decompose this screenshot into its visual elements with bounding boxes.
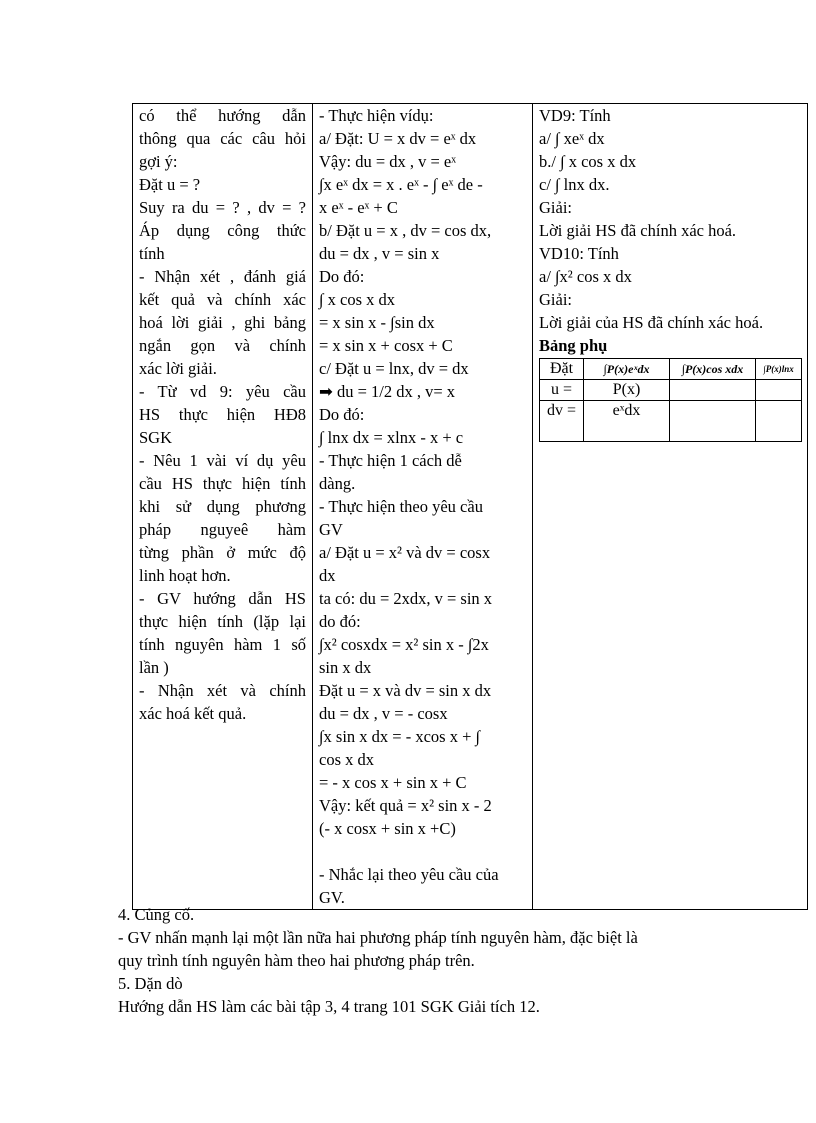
student-activity-line: GV. [319,888,345,907]
student-activity-line: - Thực hiện vídụ: [319,106,434,125]
lesson-table [132,103,808,910]
board-content-line: Lời giải HS đã chính xác hoá. [539,221,737,240]
board-content-line: VD9: Tính [539,106,611,125]
student-activity-line: du = dx , v = sin x [319,244,440,263]
teacher-activity-line: tính [139,244,165,263]
student-activity-line: ∫ lnx dx = xlnx - x + c [319,428,464,447]
student-activity-line: b/ Đặt u = x , dv = cos dx, [319,221,492,240]
teacher-activity-line: gợi ý: [139,152,178,171]
student-activity-line [319,840,526,863]
student-activity-line: du = dx , v = - cosx [319,704,448,723]
teacher-activity-line: - Nêu 1 vài ví dụ yêu [139,451,306,470]
student-activity-line: ta có: du = 2xdx, v = sin x [319,589,493,608]
board-content-line: Giải: [539,198,572,217]
student-activity-line: dx [319,566,336,585]
board-content-line: a/ ∫x² cos x dx [539,267,632,286]
teacher-activity-line: - Từ vd 9: yêu cầu [139,382,306,401]
bang-phu-header-cos: ∫P(x)cos xdx [670,359,756,380]
teacher-activity-line: HS thực hiện HĐ8 [139,405,306,424]
bang-phu-u-ln [756,380,802,401]
student-activity-line: sin x dx [319,658,372,677]
student-activity-line: x eˣ - eˣ + C [319,198,398,217]
teacher-activity-line: kết quả và chính xác [139,290,306,309]
bang-phu-dv-exp: eˣdx [584,401,670,442]
student-activity-line: a/ Đặt: U = x dv = eˣ dx [319,129,477,148]
student-activity-column [313,104,533,910]
teacher-activity-line: xác hoá kết quả. [139,704,247,723]
student-activity-line: Do đó: [319,405,365,424]
bang-phu-dv-label: dv = [540,401,584,442]
student-activity-line: c/ Đặt u = lnx, dv = dx [319,359,469,378]
teacher-activity-line: thực hiện tính (lặp lại [139,612,306,631]
board-content-line: c/ ∫ lnx dx. [539,175,610,194]
student-activity-line: ∫ x cos x dx [319,290,396,309]
student-activity-line: - Thực hiện 1 cách dễ [319,451,462,470]
bang-phu-header-dat: Đặt [540,359,584,380]
bang-phu-u-exp: P(x) [584,380,670,401]
student-activity-line: ∫x eˣ dx = x . eˣ - ∫ eˣ de - [319,175,483,194]
board-content-line: Giải: [539,290,572,309]
bang-phu-dv-cos [670,401,756,442]
board-content-line: Lời giải của HS đã chính xác hoá. [539,313,764,332]
student-activity-line: (- x cosx + sin x +C) [319,819,456,838]
summary-line: 5. Dặn dò [118,974,183,993]
student-activity-line: - Nhắc lại theo yêu cầu của [319,865,499,884]
bang-phu-u-cos [670,380,756,401]
teacher-activity-line: - GV hướng dẫn HS [139,589,306,608]
student-activity-line: ➡ du = 1/2 dx , v= x [319,382,456,401]
summary-line: 4. Củng cố. [118,905,195,924]
student-activity-line: - Thực hiện theo yêu cầu [319,497,483,516]
teacher-activity-line: pháp nguyeê hàm [139,520,306,539]
bang-phu-table [539,358,802,442]
student-activity-line: = x sin x - ∫sin dx [319,313,435,332]
teacher-activity-line: hoá lời giải , ghi bảng [139,313,306,332]
bang-phu-u-label: u = [540,380,584,401]
teacher-activity-line: lần ) [139,658,169,677]
student-activity-line: ∫x² cosxdx = x² sin x - ∫2x [319,635,489,654]
board-content-column [533,104,808,910]
bang-phu-dv-ln [756,401,802,442]
teacher-activity-line: Đặt u = ? [139,175,201,194]
student-activity-line: = - x cos x + sin x + C [319,773,467,792]
teacher-activity-line: - Nhận xét và chính [139,681,306,700]
teacher-activity-line: Áp dụng công thức [139,221,306,240]
student-activity-line: a/ Đặt u = x² và dv = cosx [319,543,491,562]
teacher-activity-line: cầu HS thực hiện tính [139,474,306,493]
board-content-line: a/ ∫ xeˣ dx [539,129,605,148]
teacher-activity-line: ngắn gọn và chính [139,336,306,355]
student-activity-line: Vậy: kết quả = x² sin x - 2 [319,796,492,815]
student-activity-line: Đặt u = x và dv = sin x dx [319,681,492,700]
teacher-activity-line: tính nguyên hàm 1 số [139,635,306,654]
teacher-activity-line: khi sử dụng phương [139,497,306,516]
student-activity-line: cos x dx [319,750,374,769]
teacher-activity-line: - Nhận xét , đánh giá [139,267,306,286]
teacher-activity-line: SGK [139,428,173,447]
lesson-summary [118,903,798,1018]
bang-phu-header-ln: ∫P(x)lnx [756,359,802,380]
bang-phu-title: Bảng phụ [539,336,608,355]
summary-line: - GV nhấn mạnh lại một lần nữa hai phương pháp tính nguyên hàm, đặc biệt là [118,928,638,947]
teacher-activity-line: Suy ra du = ? , dv = ? [139,198,306,217]
student-activity-line: ∫x sin x dx = - xcos x + ∫ [319,727,481,746]
teacher-activity-line: thông qua các câu hỏi [139,129,306,148]
teacher-activity-column [133,104,313,910]
teacher-activity-line: xác lời giải. [139,359,217,378]
student-activity-line: Do đó: [319,267,365,286]
student-activity-line: = x sin x + cosx + C [319,336,453,355]
summary-line: quy trình tính nguyên hàm theo hai phương pháp trên. [118,951,475,970]
student-activity-line: GV [319,520,343,539]
board-content-line: b./ ∫ x cos x dx [539,152,637,171]
teacher-activity-line: linh hoạt hơn. [139,566,231,585]
teacher-activity-line: từng phần ở mức độ [139,543,306,562]
summary-line: Hướng dẫn HS làm các bài tập 3, 4 trang 101 SGK Giải tích 12. [118,997,540,1016]
board-content-line: VD10: Tính [539,244,619,263]
student-activity-line: dàng. [319,474,356,493]
bang-phu-header-exp: ∫P(x)eˣdx [584,359,670,380]
student-activity-line: Vậy: du = dx , v = eˣ [319,152,457,171]
teacher-activity-line: có thể hướng dẫn [139,106,306,125]
student-activity-line: do đó: [319,612,361,631]
